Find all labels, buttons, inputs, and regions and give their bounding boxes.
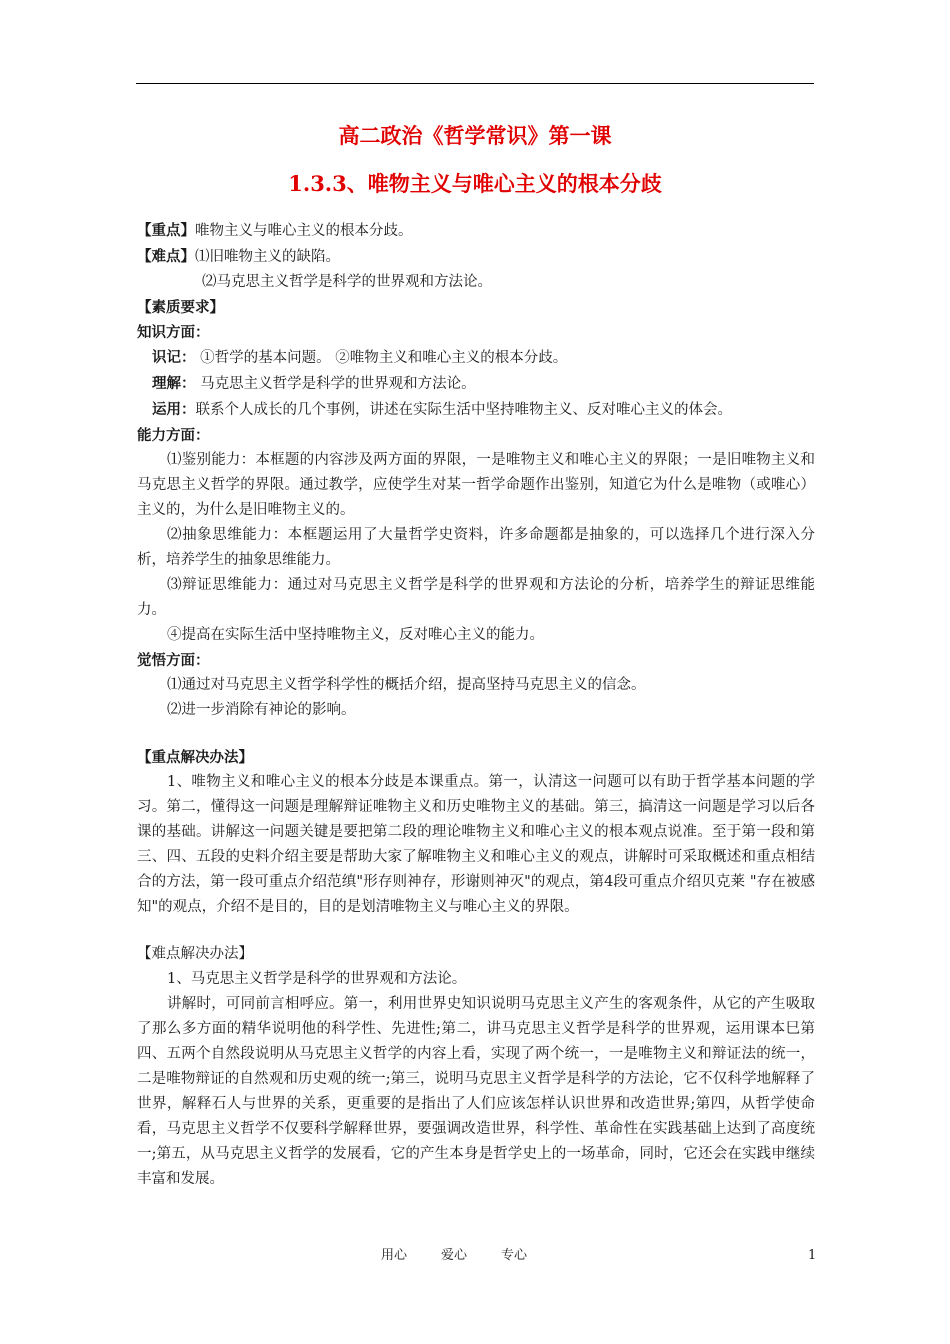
memorize-text: ①哲学的基本问题。 ②唯物主义和唯心主义的根本分歧。 (195, 350, 568, 366)
ability-item-4: ④提高在实际生活中坚持唯物主义，反对唯心主义的能力。 (167, 627, 544, 643)
footer-word-1: 用心 (381, 1248, 408, 1263)
difficulty-label: 【难点】 (137, 248, 195, 265)
document-body (137, 218, 815, 1192)
difficulty-line (137, 244, 815, 270)
footer-motto (381, 1246, 561, 1266)
memorize-line (137, 345, 815, 371)
ability-item-1: ⑴鉴别能力：本框题的内容涉及两方面的界限，一是唯物主义和唯心主义的界限；一是旧唯物主义和马克思主义哲学的界限。通过教学，应使学生对某一哲学命题作出鉴别，知道它为什么是唯物（或唯心）主义的，为什么是旧唯物主义的。 (137, 452, 815, 518)
difficulty-solution-label: 【难点解决办法】 (137, 946, 253, 962)
understand-text: 马克思主义哲学是科学的世界观和方法论。 (195, 376, 476, 392)
knowledge-label: 知识方面： (137, 324, 210, 341)
apply-line (137, 397, 815, 423)
key-point-label: 【重点】 (137, 222, 195, 239)
difficulty-solution-item-2: 讲解时，可同前言相呼应。第一，利用世界史知识说明马克思主义产生的客观条件，从它的产生吸取了那么多方面的精华说明他的科学性、先进性;第二，讲马克思主义哲学是科学的世界观，运用课本巳第四、五两个自然段说明从马克思主义哲学的内容上看，实现了两个统一，一是唯物主义和辩证法的统一，二是唯物辩证的自然观和历史观的统一;第三，说明马克思主义哲学是科学的方法论，它不仅科学地解释了世界，解释石人与世界的关系，更重要的是指出了人们应该怎样认识世界和改造世界;第四，从哲学使命看，马克思主义哲学不仅要科学解释世界，要强调改造世界，科学性、革命性在实践基础上达到了高度统一;第五，从马克思主义哲学的发展看，它的产生本身是哲学史上的一场革命，同时，它还会在实践申继续丰富和发展。 (137, 996, 815, 1187)
difficulty-solution-item-1: 1、马克思主义哲学是科学的世界观和方法论。 (167, 971, 467, 987)
section-gap (137, 723, 815, 745)
ability-item-2: ⑵抽象思维能力：本框题运用了大量哲学史资料，许多命题都是抽象的，可以选择几个进行深入分析，培养学生的抽象思维能力。 (137, 527, 815, 568)
document-title: 高二政治《哲学常识》第一课 (338, 123, 612, 148)
header-rule (136, 83, 814, 84)
understand-label: 理解： (152, 375, 196, 392)
key-solution-label: 【重点解决办法】 (137, 749, 253, 766)
section-gap (137, 920, 815, 942)
page-number: 1 (808, 1248, 817, 1263)
key-point-text: 唯物主义与唯心主义的根本分歧。 (195, 223, 413, 239)
awareness-item-1: ⑴通过对马克思主义哲学科学性的概括介绍，提高坚持马克思主义的信念。 (167, 677, 646, 693)
memorize-label: 识记： (152, 349, 196, 366)
awareness-label: 觉悟方面： (137, 652, 210, 669)
key-solution-text: 1、唯物主义和唯心主义的根本分歧是本课重点。第一，认清这一问题可以有助于哲学基本问题的学习。第二，懂得这一问题是理解辩证唯物主义和历史唯物主义的基础。第三，搞清这一问题是学习以后各课的基础。讲解这一问题关键是要把第二段的理论唯物主义和唯心主义的根本观点说准。至于第一段和第三、四、五段的史料介绍主要是帮助大家了解唯物主义和唯心主义的观点，讲解时可采取概述和重点相结合的方法，第一段可重点介绍范缜"形存则神存，形谢则神灭"的观点，第4段可重点介绍贝克莱 "存在被感知"的观点，介绍不是目的，目的是划清唯物主义与唯心主义的界限。 (137, 774, 815, 915)
understand-line (137, 371, 815, 397)
footer-word-2: 爱心 (441, 1248, 468, 1263)
awareness-item-2: ⑵进一步消除有神论的影响。 (167, 702, 356, 718)
key-point-line (137, 218, 815, 244)
ability-label: 能力方面： (137, 427, 210, 444)
ability-item-3: ⑶辩证思维能力：通过对马克思主义哲学是科学的世界观和方法论的分析，培养学生的辩证思维能力。 (137, 577, 815, 618)
footer-word-3: 专心 (501, 1248, 528, 1263)
quality-requirements-label: 【素质要求】 (137, 299, 224, 316)
apply-label: 运用： (152, 401, 196, 418)
difficulty-item-1: ⑴旧唯物主义的缺陷。 (195, 249, 340, 265)
difficulty-item-2: ⑵马克思主义哲学是科学的世界观和方法论。 (202, 274, 492, 290)
apply-text: 联系个人成长的几个事例，讲述在实际生活中坚持唯物主义、反对唯心主义的体会。 (195, 402, 732, 418)
lesson-subtitle: 1.3.3、唯物主义与唯心主义的根本分歧 (288, 171, 662, 196)
